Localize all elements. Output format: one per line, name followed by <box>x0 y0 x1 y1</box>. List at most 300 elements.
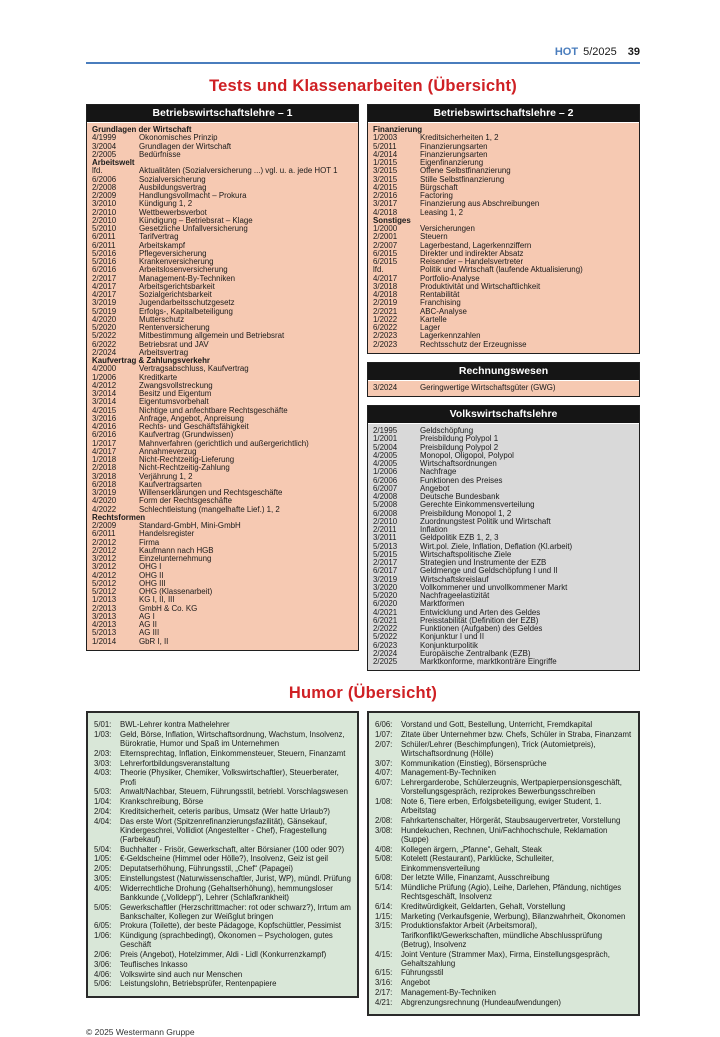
issue-code: 5/05: <box>94 902 112 912</box>
topic-title: Leasing 1, 2 <box>420 208 463 217</box>
issue-code: lfd. <box>373 266 384 275</box>
table-row <box>373 650 635 658</box>
table-row <box>373 468 635 476</box>
issue-code: 3/06: <box>94 959 112 969</box>
topic-title: Eigenfinanzierung <box>420 159 484 167</box>
humor-entry <box>375 968 633 977</box>
issue-code: 4/07: <box>375 768 393 778</box>
issue-code: 3/2018 <box>373 282 398 291</box>
table-row <box>92 200 354 208</box>
table-row <box>92 522 354 530</box>
humor-text: Management-By-Techniken <box>401 768 496 778</box>
topic-title: Krankenversicherung <box>139 258 214 266</box>
topic-title: Deutsche Bundesbank <box>420 493 500 501</box>
issue-code: 1/06: <box>94 931 112 941</box>
table-row <box>373 625 635 633</box>
humor-entry <box>94 960 352 969</box>
issue-code: 4/03: <box>94 768 112 778</box>
issue-code: 6/2006 <box>92 175 117 184</box>
issue-code: 6/2021 <box>373 616 398 625</box>
issue-code: 4/2012 <box>92 571 117 580</box>
table-row <box>92 629 354 637</box>
topic-title: Jugendarbeitsschutzgesetz <box>139 299 235 308</box>
table-row <box>373 460 635 468</box>
topic-title: Schlechtleistung (mangelhafte Lief.) 1, 2 <box>139 505 280 514</box>
table-row <box>373 534 635 542</box>
humor-entry <box>94 817 352 844</box>
issue-code: 4/04: <box>94 816 112 826</box>
issue-code: 5/2013 <box>92 629 117 638</box>
issue-code: 4/2017 <box>92 291 117 299</box>
table-row <box>92 539 354 547</box>
topic-title: Stille Selbstfinanzierung <box>420 175 505 184</box>
issue-code: 4/2017 <box>92 447 117 456</box>
humor-entry <box>375 950 633 968</box>
issue-code: 2/2021 <box>373 307 398 316</box>
table-row <box>373 477 635 485</box>
issue-code: 2/17: <box>375 987 393 997</box>
issue-code: 2/05: <box>94 864 112 874</box>
issue-code: 2/2023 <box>373 340 398 349</box>
topic-title: Bedürfnisse <box>139 150 181 159</box>
table-row <box>373 200 635 208</box>
humor-text: Joint Venture (Strammer Max), Firma, Einstellungsgespräch, Gehaltszahlung <box>401 949 610 968</box>
topic-title: Geldmenge und Geldschöpfung I und II <box>420 567 558 576</box>
issue-code: 2/2016 <box>373 192 398 200</box>
topic-title: Verjährung 1, 2 <box>139 472 193 481</box>
issue-code: 6/2016 <box>92 431 117 440</box>
issue-code: 4/15: <box>375 949 393 959</box>
issue-code: 3/2017 <box>373 200 398 209</box>
issue-code: 1/03: <box>94 730 112 739</box>
issue-code: 6/2018 <box>92 480 117 489</box>
issue-code: 6/2022 <box>373 324 398 332</box>
humor-entry <box>94 759 352 768</box>
topic-title: Preisstabilität (Definition der EZB) <box>420 616 539 625</box>
humor-entry <box>375 978 633 987</box>
issue-code: 2/08: <box>375 815 393 825</box>
table-row <box>373 567 635 575</box>
table-row <box>373 192 635 200</box>
topic-title: Vertragsabschluss, Kaufvertrag <box>139 365 249 374</box>
table-row <box>92 184 354 192</box>
humor-entry <box>94 884 352 902</box>
issue-code: 1/2001 <box>373 435 398 444</box>
topic-title: Mahnverfahren (gerichtlich und außergerichtlich) <box>139 439 309 448</box>
issue-code: 1/15: <box>375 911 393 921</box>
issue-code: 5/2016 <box>92 258 117 266</box>
humor-entry <box>375 730 633 739</box>
humor-text: Angebot <box>401 978 431 988</box>
topic-title: Strategien und Instrumente der EZB <box>420 559 547 567</box>
humor-text: Kollegen ärgern, „Pfanne“, Gehalt, Steak <box>401 844 542 854</box>
table-row <box>373 341 635 349</box>
table-row <box>373 250 635 258</box>
copyright-notice: © 2025 Westermann Gruppe <box>86 1027 195 1037</box>
table-row <box>92 423 354 431</box>
humor-entry <box>94 864 352 873</box>
issue-code: 5/2008 <box>373 501 398 510</box>
issue-code: 1/2013 <box>92 596 117 605</box>
topic-title: OHG II <box>139 571 164 580</box>
topic-title: Lager <box>420 324 441 332</box>
humor-entry <box>94 921 352 930</box>
topic-title: Nachfrageelastizität <box>420 592 490 600</box>
table-row <box>373 485 635 493</box>
issue-code: 4/21: <box>375 997 393 1007</box>
table-row <box>373 184 635 192</box>
topic-title: Finanzierungsarten <box>420 142 488 151</box>
group-header: Grundlagen der Wirtschaft <box>92 126 192 134</box>
table-row <box>373 551 635 559</box>
table-row <box>92 167 354 175</box>
topic-title: OHG III <box>139 579 166 588</box>
group-header: Finanzierung <box>373 126 423 134</box>
humor-entry <box>375 854 633 872</box>
humor-text: Fahrkartenschalter, Hörgerät, Staubsaugervertreter, Vorstellung <box>401 815 621 825</box>
table-row <box>92 407 354 415</box>
table-bwl2-body <box>368 123 639 353</box>
topic-title: Anfrage, Angebot, Anpreisung <box>139 414 244 423</box>
humor-text: Führungsstil <box>401 968 444 978</box>
humor-text: Zitate über Unternehmer bzw. Chefs, Schüler in Straba, Finanzamt <box>401 730 632 739</box>
issue-code: 4/2005 <box>373 451 398 460</box>
issue-code: 1/2022 <box>373 315 398 324</box>
topic-title: Kaufvertrag (Grundwissen) <box>139 431 234 440</box>
humor-box-left <box>86 711 359 998</box>
humor-entry <box>94 874 352 883</box>
issue-code: 1/2006 <box>92 373 117 382</box>
issue-code: 2/2008 <box>92 183 117 192</box>
issue-code: 1/2000 <box>373 225 398 233</box>
topic-title: Arbeitsgerichtsbarkeit <box>139 282 215 291</box>
humor-entry <box>375 988 633 997</box>
issue-code: 6/2011 <box>92 233 116 242</box>
issue-code: 4/2014 <box>373 150 398 159</box>
table-row <box>92 349 354 357</box>
topic-title: Wettbewerbsverbot <box>139 208 207 217</box>
issue-code: 6/2011 <box>92 241 116 250</box>
issue-code: 3/2019 <box>92 299 117 308</box>
humor-text: Anwalt/Nachbar, Steuern, Führungsstil, betriebl. Vorschlagswesen <box>120 787 348 797</box>
table-row <box>373 592 635 600</box>
topic-title: Grundlagen der Wirtschaft <box>139 142 232 151</box>
table-row <box>92 225 354 233</box>
humor-entry <box>94 720 352 729</box>
issue-code: 4/2015 <box>92 406 117 415</box>
table-row <box>373 526 635 534</box>
issue-code: 4/2012 <box>92 381 117 390</box>
issue-code: 4/2018 <box>373 208 398 217</box>
table-row <box>92 415 354 423</box>
issue-code: 5/01: <box>94 720 112 730</box>
table-row <box>92 456 354 464</box>
table-row <box>92 341 354 349</box>
right-column <box>367 104 640 671</box>
table-row <box>373 151 635 159</box>
topic-title: Ökonomisches Prinzip <box>139 134 218 143</box>
issue-code: 6/07: <box>375 778 393 788</box>
issue-code: 3/16: <box>375 978 393 988</box>
topic-title: Geldpolitik EZB 1, 2, 3 <box>420 534 499 543</box>
issue-code: 5/08: <box>375 854 393 864</box>
table-row <box>373 427 635 435</box>
table-row <box>373 299 635 307</box>
topic-title: AG II <box>139 621 157 629</box>
issue-code: 6/06: <box>375 720 393 730</box>
issue-code: 4/2018 <box>373 291 398 299</box>
table-row <box>92 580 354 588</box>
topic-title: Preisbildung Monopol 1, 2 <box>420 509 512 518</box>
table-row <box>373 225 635 233</box>
topic-title: Zwangsvollstreckung <box>139 381 213 390</box>
issue-code: 6/2006 <box>373 476 398 485</box>
issue-code: 1/04: <box>94 797 112 807</box>
tables-columns <box>86 104 640 671</box>
table-row <box>92 588 354 596</box>
table-row <box>92 555 354 563</box>
humor-text: Theorie (Physiker, Chemiker, Volkswirtschaftler), Steuerberater, Profi <box>120 768 339 787</box>
topic-title: Marktformen <box>420 600 465 609</box>
humor-entry <box>375 720 633 729</box>
topic-title: Arbeitskampf <box>139 241 186 250</box>
humor-entry <box>94 749 352 758</box>
humor-columns <box>86 711 640 1016</box>
topic-title: Vollkommener und unvollkommener Markt <box>420 583 568 592</box>
issue-code: 2/2022 <box>373 625 398 633</box>
topic-title: GbR I, II <box>139 637 169 646</box>
issue-code: 5/2012 <box>92 579 117 588</box>
issue-code: 1/2003 <box>373 134 398 143</box>
table-row <box>92 332 354 340</box>
table-row <box>92 506 354 514</box>
topic-title: Politik und Wirtschaft (laufende Aktualisierung) <box>420 266 583 275</box>
issue-code: 2/2010 <box>92 208 117 217</box>
topic-title: Portfolio-Analyse <box>420 274 480 283</box>
issue-code: 6/2016 <box>92 266 117 275</box>
table-row <box>373 266 635 274</box>
table-row <box>373 617 635 625</box>
issue-code: 3/2004 <box>92 142 117 151</box>
topic-title: Besitz und Eigentum <box>139 390 212 398</box>
issue-code: 5/2013 <box>373 542 398 551</box>
topic-title: Offene Selbstfinanzierung <box>420 167 511 176</box>
humor-text: Vorstand und Gott, Bestellung, Unterricht, Fremdkapital <box>401 720 593 730</box>
issue-code: 4/1999 <box>92 134 117 143</box>
issue-code: 4/2020 <box>92 497 117 506</box>
group-header: Kaufvertrag & Zahlungsverkehr <box>92 357 210 365</box>
issue-code: 2/04: <box>94 806 112 816</box>
topic-title: Betriebsrat und JAV <box>139 340 209 349</box>
issue-code: 6/2015 <box>373 258 398 266</box>
issue-code: 2/2017 <box>373 559 398 567</box>
table-row <box>92 217 354 225</box>
group-header: Rechtsformen <box>92 513 146 522</box>
humor-text: Preis (Angebot), Hotelzimmer, Aldi - Lidl (Konkurrenzkampf) <box>120 950 327 960</box>
humor-entry <box>375 998 633 1007</box>
topic-title: Kündigung – Betriebsrat – Klage <box>139 216 253 225</box>
table-row <box>373 493 635 501</box>
topic-title: Bürgschaft <box>420 183 458 192</box>
humor-entry <box>94 931 352 949</box>
humor-text: Kreditwürdigkeit, Geldarten, Gehalt, Vorstellung <box>401 901 566 911</box>
table-bwl1 <box>86 104 359 651</box>
table-row <box>373 518 635 526</box>
topic-title: Arbeitsvertrag <box>139 348 189 357</box>
table-row <box>92 448 354 456</box>
humor-entry <box>94 730 352 748</box>
table-row <box>373 275 635 283</box>
table-row <box>92 233 354 241</box>
table-row <box>92 374 354 382</box>
topic-title: Lagerkennzahlen <box>420 332 481 341</box>
issue-code: 1/2006 <box>373 468 398 477</box>
table-row <box>92 242 354 250</box>
issue-code: 2/2010 <box>92 216 117 225</box>
humor-entry <box>94 950 352 959</box>
topic-title: Mitbestimmung allgemein und Betriebsrat <box>139 332 285 341</box>
table-row <box>92 530 354 538</box>
humor-entry <box>375 912 633 921</box>
humor-entry <box>375 873 633 882</box>
issue-code: 5/2012 <box>92 588 117 596</box>
issue-code: 5/04: <box>94 844 112 854</box>
humor-entry <box>94 845 352 854</box>
issue-code: 4/06: <box>94 969 112 979</box>
topic-title: Firma <box>139 538 160 547</box>
topic-title: Angebot <box>420 484 450 493</box>
table-row <box>373 324 635 332</box>
table-bwl2-title: Betriebswirtschaftslehre – 2 <box>368 105 639 123</box>
page-number: 39 <box>627 46 640 58</box>
humor-text: Marketing (Verkaufsgenie, Werbung), Bilanzwahrheit, Ökonomen <box>401 911 626 921</box>
issue-code: 3/2012 <box>92 555 117 563</box>
issue-code: 2/2024 <box>373 649 398 658</box>
issue-code: 3/2010 <box>92 200 117 209</box>
issue-code: 2/2019 <box>373 299 398 308</box>
topic-title: Wirtschaftskreislauf <box>420 575 489 584</box>
topic-title: Lagerbestand, Lagerkennziffern <box>420 241 532 250</box>
table-row <box>92 464 354 472</box>
issue-code: 5/2004 <box>373 443 398 452</box>
issue-code: 4/2008 <box>373 493 398 501</box>
humor-text: Produktionsfaktor Arbeit (Arbeitsmoral), Tarifkonflikt/Gewerkschaften, mündliche Abschlussprüfung (Betrug), Insolvenz <box>401 921 603 949</box>
table-row <box>373 209 635 217</box>
topic-title: Kreditsicherheiten 1, 2 <box>420 134 499 143</box>
issue-code: 1/2018 <box>92 456 117 464</box>
issue-code: 2/2009 <box>92 522 117 530</box>
humor-text: Lehrerfortbildungsveranstaltung <box>120 758 230 768</box>
topic-title: Wirt.pol. Ziele, Inflation, Deflation (Kl.arbeit) <box>420 542 573 551</box>
humor-box-right <box>367 711 640 1016</box>
topic-title: Nachfrage <box>420 468 457 477</box>
issue-code: 3/15: <box>375 921 393 931</box>
issue-code: 3/2012 <box>92 563 117 572</box>
topic-title: Inflation <box>420 526 448 534</box>
table-row <box>373 584 635 592</box>
issue-code: 1/07: <box>375 730 393 739</box>
table-row <box>92 134 354 142</box>
table-row <box>373 559 635 567</box>
table-row <box>373 609 635 617</box>
topic-title: ABC-Analyse <box>420 307 467 316</box>
table-rechnungswesen-body <box>368 381 639 396</box>
topic-title: Zuordnungstest Politik und Wirtschaft <box>420 517 551 526</box>
issue-code: 4/08: <box>375 844 393 854</box>
issue-code: 2/06: <box>94 950 112 960</box>
issue-code: 3/2013 <box>92 612 117 621</box>
topic-title: Form der Rechtsgeschäfte <box>139 497 232 506</box>
table-vwl-title: Volkswirtschaftslehre <box>368 406 639 424</box>
issue-code: 4/2017 <box>92 282 117 291</box>
topic-title: Produktivität und Wirtschaftlichkeit <box>420 282 541 291</box>
issue-code: 5/2016 <box>92 249 117 258</box>
issue-code: 4/05: <box>94 883 112 893</box>
table-row <box>92 258 354 266</box>
topic-title: Gerechte Einkommensverteilung <box>420 501 535 510</box>
topic-title: Management-By-Techniken <box>139 274 236 283</box>
issue-code: 1/05: <box>94 854 112 864</box>
table-row <box>373 167 635 175</box>
topic-title: Konjunktur I und II <box>420 633 485 642</box>
table-row <box>92 621 354 629</box>
issue-code: 6/2011 <box>92 530 116 539</box>
table-row <box>373 258 635 266</box>
humor-text: Management-By-Techniken <box>401 987 496 997</box>
table-row <box>373 510 635 518</box>
humor-entry <box>94 807 352 816</box>
topic-title: Preisbildung Polypol 2 <box>420 443 499 452</box>
issue-code: 2/2024 <box>92 348 117 357</box>
issue-code: 3/2018 <box>92 472 117 481</box>
issue-code: 3/2015 <box>373 167 398 176</box>
table-row <box>92 489 354 497</box>
humor-entry <box>375 768 633 777</box>
issue-code: 4/2016 <box>92 423 117 431</box>
humor-text: Deputatserhöhung, Führungsstil, „Chef“ (Papagei) <box>120 864 293 874</box>
topic-title: Erfolgs-, Kapitalbeteiligung <box>139 307 233 316</box>
issue-code: 2/2025 <box>373 658 398 666</box>
humor-right-body <box>369 713 638 1014</box>
topic-title: Finanzierung aus Abschreibungen <box>420 200 540 209</box>
issue-code: 3/07: <box>375 758 393 768</box>
table-row <box>92 365 354 373</box>
issue-code: 2/2007 <box>373 241 398 250</box>
issue-code: 5/2020 <box>373 592 398 600</box>
table-row <box>373 642 635 650</box>
issue-code: 2/1995 <box>373 427 398 435</box>
issue-code: 4/2005 <box>373 460 398 468</box>
humor-text: Kommunikation (Einstieg), Börsensprüche <box>401 758 547 768</box>
humor-entry <box>94 787 352 796</box>
table-row <box>92 547 354 555</box>
table-row <box>373 384 635 392</box>
table-row <box>373 501 635 509</box>
topic-title: GmbH & Co. KG <box>139 604 198 613</box>
topic-title: AG III <box>139 629 160 638</box>
issue-code: 5/2022 <box>373 633 398 642</box>
issue-code: 3/2024 <box>373 383 398 392</box>
topic-title: Rechts- und Geschäftsfähigkeit <box>139 423 249 431</box>
table-row <box>373 452 635 460</box>
table-row <box>92 299 354 307</box>
table-row <box>92 638 354 646</box>
issue-code: 2/2011 <box>373 526 397 534</box>
table-row <box>92 431 354 439</box>
table-row <box>92 572 354 580</box>
topic-title: Rentenversicherung <box>139 324 210 332</box>
topic-title: Finanzierungsarten <box>420 150 488 159</box>
